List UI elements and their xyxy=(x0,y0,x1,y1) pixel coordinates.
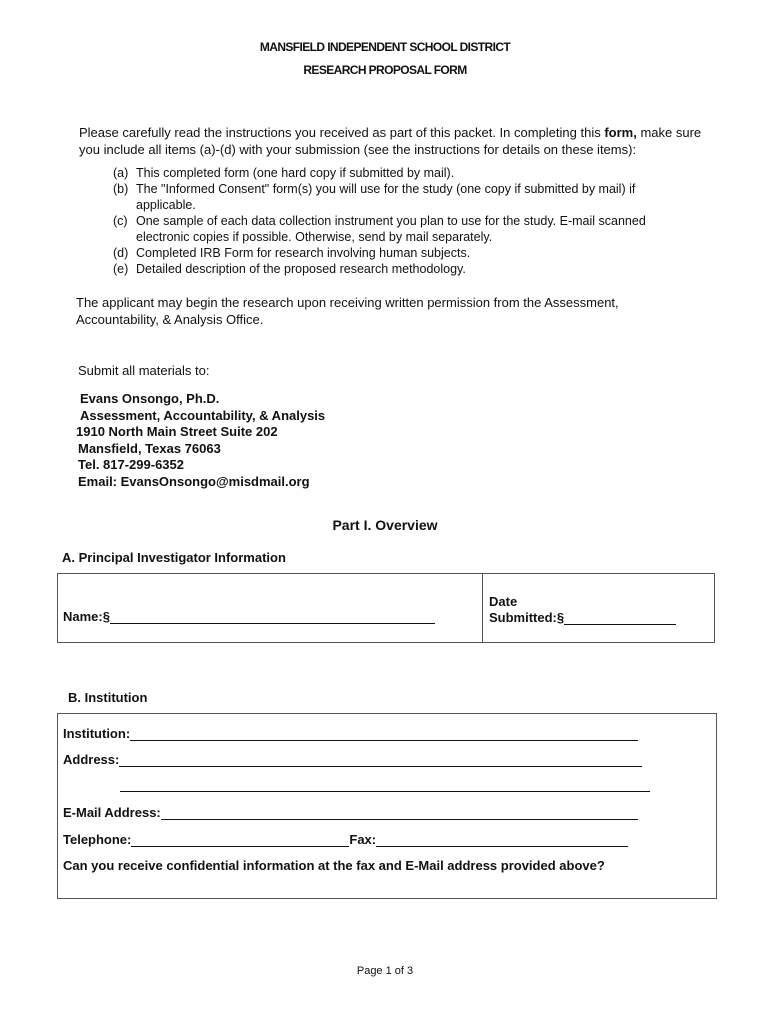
contact-email: Email: EvansOnsongo@misdmail.org xyxy=(78,473,310,489)
institution-label: Institution: xyxy=(63,726,131,741)
contact-address-block xyxy=(78,391,325,491)
item-text: Detailed description of the proposed research methodology. xyxy=(136,262,466,276)
contact-street: 1910 North Main Street Suite 202 xyxy=(76,424,278,440)
date-submitted-line[interactable] xyxy=(564,612,676,625)
form-title: RESEARCH PROPOSAL FORM xyxy=(303,63,467,77)
section-b-title: B. Institution xyxy=(68,690,148,705)
list-item xyxy=(113,261,693,277)
institution-box xyxy=(57,713,717,899)
item-label: (e) xyxy=(113,262,129,276)
district-name: MANSFIELD INDEPENDENT SCHOOL DISTRICT xyxy=(259,40,511,54)
item-text: This completed form (one hard copy if submitted by mail). xyxy=(136,166,455,180)
item-label: (b) xyxy=(113,182,129,196)
contact-tel: Tel. 817-299-6352 xyxy=(78,457,184,473)
pi-name-label: Name:§ xyxy=(63,609,110,624)
telephone-label: Telephone: xyxy=(63,832,132,847)
intro-paragraph xyxy=(79,124,719,158)
required-items-list xyxy=(113,165,693,277)
item-label: (d) xyxy=(113,246,129,260)
fax-line[interactable] xyxy=(376,834,628,847)
section-a-title: A. Principal Investigator Information xyxy=(62,550,286,565)
fax-label: Fax: xyxy=(349,832,377,847)
institution-field[interactable] xyxy=(63,726,638,741)
telephone-fax-field[interactable] xyxy=(63,832,628,847)
contact-office: Assessment, Accountability, & Analysis xyxy=(80,407,326,423)
permission-paragraph: The applicant may begin the research upon receiving written permission from the Assessment, Accountability, & Analysis Office. xyxy=(76,295,619,327)
list-item xyxy=(113,213,693,245)
telephone-line[interactable] xyxy=(131,834,349,847)
email-label: E-Mail Address: xyxy=(63,805,161,820)
item-text: Completed IRB Form for research involving human subjects. xyxy=(136,246,471,260)
institution-line[interactable] xyxy=(130,728,638,741)
item-text: The "Informed Consent" form(s) you will use for the study (one copy if submitted by mail) if applicable. xyxy=(136,182,636,212)
pi-name-line[interactable] xyxy=(110,611,435,624)
page-number: Page 1 of 3 xyxy=(356,965,414,977)
item-text: One sample of each data collection instrument you plan to use for the study. E-mail scanned electronic copies if possible. Otherwise, send by mail separately. xyxy=(136,214,646,244)
address-label: Address: xyxy=(63,752,120,767)
pi-name-field[interactable] xyxy=(63,609,435,624)
intro-text-before: Please carefully read the instructions you received as part of this packet. In completing this xyxy=(79,125,605,140)
email-field[interactable] xyxy=(63,805,638,820)
email-line[interactable] xyxy=(161,807,638,820)
item-label: (c) xyxy=(113,214,128,228)
list-item xyxy=(113,245,693,261)
date-label-line1 xyxy=(489,594,517,609)
address-field-2[interactable] xyxy=(120,779,650,792)
part1-title: Part I. Overview xyxy=(332,517,438,533)
contact-name: Evans Onsongo, Ph.D. xyxy=(80,391,220,406)
confidential-question: Can you receive confidential information at the fax and E-Mail address provided above? xyxy=(63,858,605,873)
list-item xyxy=(113,165,693,181)
principal-investigator-box xyxy=(57,573,715,643)
contact-city: Mansfield, Texas 76063 xyxy=(78,440,221,456)
box-divider xyxy=(482,574,483,642)
address-line-2[interactable] xyxy=(120,779,650,792)
address-line-1[interactable] xyxy=(119,754,642,767)
item-label: (a) xyxy=(113,166,129,180)
date-label-text-1: Date xyxy=(489,594,518,609)
list-item xyxy=(113,181,693,213)
date-label-text-2: Submitted:§ xyxy=(489,610,565,625)
address-field[interactable] xyxy=(63,752,642,767)
intro-text-after: make sure you include all items (a)-(d) with your submission (see the instructions for details on these items): xyxy=(79,125,702,157)
submit-label: Submit all materials to: xyxy=(78,363,210,378)
intro-bold: form, xyxy=(604,125,637,140)
date-submitted-field[interactable] xyxy=(489,610,676,625)
